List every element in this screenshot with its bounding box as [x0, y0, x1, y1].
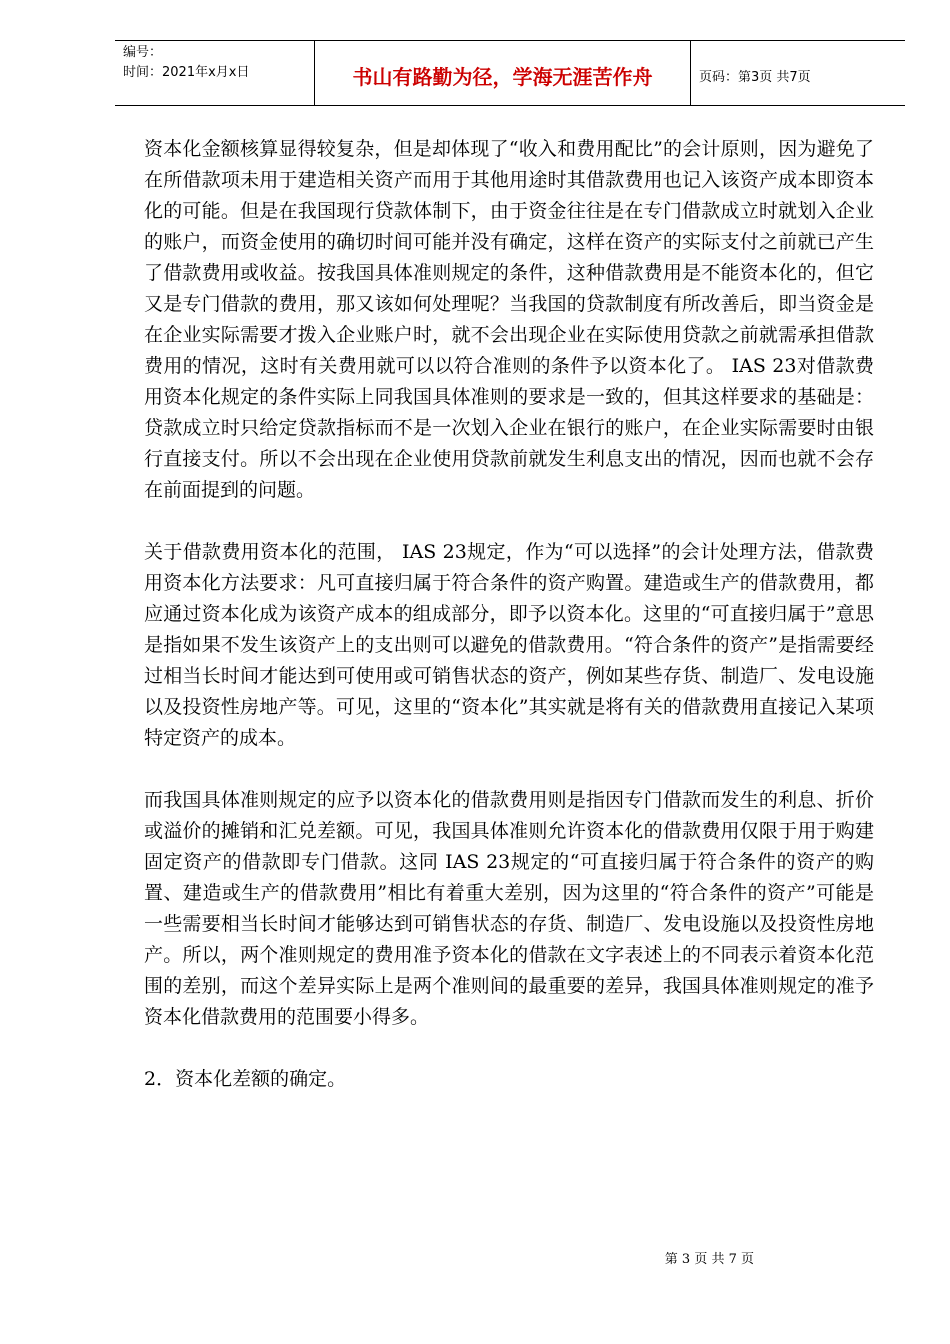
- header-motto: 书山有路勤为径，学海无涯苦作舟: [315, 41, 691, 105]
- section-heading: 2．资本化差额的确定。: [144, 1068, 347, 1090]
- header-page-info: 页码：第3页 共7页: [699, 69, 811, 85]
- footer-page-number: 第 3 页 共 7 页: [664, 1252, 754, 1267]
- document-time-label: 时间：2021年x月x日: [123, 65, 250, 80]
- body-paragraph-1: 资本化金额核算显得较复杂，但是却体现了“收入和费用配比”的会计原则，因为避免了在所借款项未用于建造相关资产而用于其他用途时其借款费用也记入该资产成本即资本化的可能。但是在我国现行贷款体制下，由于资金往往是在专门借款成立时就划入企业的账户，而资金使用的确切时间可能并没有确定，这样在资产的实际支付之前就已产生了借款费用或收益。按我国具体准则规定的条件，这种借款费用是不能资本化的，但它又是专门借款的费用，那又该如何处理呢？当我国的贷款制度有所改善后，即当资金是在企业实际需要才拨入企业账户时，就不会出现企业在实际使用贷款之前就需承担借款费用的情况，这时有关费用就可以以符合准则的条件予以资本化了。 IAS 23对借款费用资本化规定的条件实际上同我国具体准则的要求是一致的，但其这样要求的基础是：贷款成立时只给定贷款指标而不是一次划入企业在银行的账户，在企业实际需要时由银行直接支付。所以不会出现在企业使用贷款前就发生利息支出的情况，因而也就不会存在前面提到的问题。: [144, 138, 874, 501]
- page-footer: [0, 1248, 950, 1267]
- document-number-label: 编号：: [123, 45, 163, 60]
- header-meta-cell: [115, 41, 315, 105]
- document-body: [144, 134, 874, 1095]
- body-paragraph-3: 而我国具体准则规定的应予以资本化的借款费用则是指因专门借款而发生的利息、折价或溢价的摊销和汇兑差额。可见，我国具体准则允许资本化的借款费用仅限于用于购建固定资产的借款即专门借款。这同 IAS 23规定的“可直接归属于符合条件的资产的购置、建造或生产的借款费用”相比有着重大差别，因为这里的“符合条件的资产”可能是一些需要相当长时间才能够达到可销售状态的存货、制造厂、发电设施以及投资性房地产。所以，两个准则规定的费用准予资本化的借款在文字表述上的不同表示着资本化范围的差别，而这个差异实际上是两个准则间的最重要的差异，我国具体准则规定的准予资本化借款费用的范围要小得多。: [144, 789, 874, 1028]
- body-paragraph-2: 关于借款费用资本化的范围， IAS 23规定，作为“可以选择”的会计处理方法，借款费用资本化方法要求：凡可直接归属于符合条件的资产购置。建造或生产的借款费用，都应通过资本化成为该资产成本的组成部分，即予以资本化。这里的“可直接归属于”意思是指如果不发生该资产上的支出则可以避免的借款费用。“符合条件的资产”是指需要经过相当长时间才能达到可使用或可销售状态的资产，例如某些存货、制造厂、发电设施以及投资性房地产等。可见，这里的“资本化”其实就是将有关的借款费用直接记入某项特定资产的成本。: [144, 541, 874, 749]
- document-header: [115, 40, 905, 106]
